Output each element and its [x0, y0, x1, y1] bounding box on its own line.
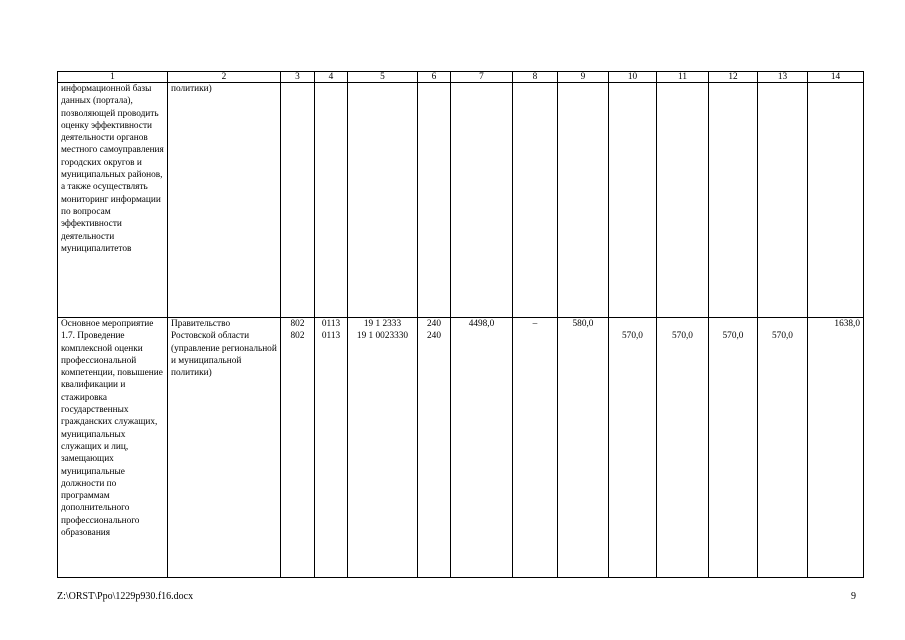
program-table: [57, 71, 864, 578]
row1-responsible: политики): [168, 83, 281, 318]
row2-ministry-code: 802 802: [281, 318, 315, 578]
empty-cell: [657, 83, 709, 318]
header-cell: 6: [418, 72, 451, 83]
empty-cell: [281, 83, 315, 318]
empty-cell: [808, 83, 864, 318]
header-cell: 3: [281, 72, 315, 83]
header-cell: 9: [558, 72, 609, 83]
row2-value-col9: 580,0: [558, 318, 609, 578]
row2-value-col14: 1638,0: [808, 318, 864, 578]
empty-cell: [418, 83, 451, 318]
empty-cell: [758, 83, 808, 318]
header-cell: 10: [609, 72, 657, 83]
row2-value-col7: 4498,0: [451, 318, 513, 578]
row2-value-col8: –: [513, 318, 558, 578]
row2-value-col10: 570,0: [609, 318, 657, 578]
table-row: [58, 83, 864, 318]
header-cell: 14: [808, 72, 864, 83]
header-cell: 12: [709, 72, 758, 83]
header-cell: 7: [451, 72, 513, 83]
header-cell: 2: [168, 72, 281, 83]
row2-description: Основное мероприятие 1.7. Проведение комплексной оценки профессиональной компетенции, повышение квалификации и стажировка государственных гражданских служащих, муниципальных служащих и лиц, замещающих муниципальные должности по программам дополнительного профессионального образования: [58, 318, 168, 578]
empty-cell: [709, 83, 758, 318]
row2-value-col11: 570,0: [657, 318, 709, 578]
row2-value-col12: 570,0: [709, 318, 758, 578]
row2-section-code: 0113 0113: [315, 318, 348, 578]
row2-target-article: 19 1 2333 19 1 0023330: [348, 318, 418, 578]
row2-value-col13: 570,0: [758, 318, 808, 578]
empty-cell: [315, 83, 348, 318]
empty-cell: [609, 83, 657, 318]
row2-expense-type: 240 240: [418, 318, 451, 578]
header-cell: 5: [348, 72, 418, 83]
header-cell: 1: [58, 72, 168, 83]
header-cell: 13: [758, 72, 808, 83]
header-cell: 11: [657, 72, 709, 83]
empty-cell: [348, 83, 418, 318]
header-cell: 4: [315, 72, 348, 83]
footer-file-path: Z:\ORST\Ppo\1229p930.f16.docx: [57, 591, 194, 602]
empty-cell: [558, 83, 609, 318]
empty-cell: [451, 83, 513, 318]
empty-cell: [513, 83, 558, 318]
row1-description: информационной базы данных (портала), позволяющей проводить оценку эффективности деятельности органов местного самоуправления городских округов и муниципальных районов, а также осуществлять мониторинг информации по вопросам эффективности деятельности муниципалитетов: [58, 83, 168, 318]
footer-page-number: 9: [851, 591, 856, 602]
row2-responsible: Правительство Ростовской области (управление региональной и муниципальной политики): [168, 318, 281, 578]
header-cell: 8: [513, 72, 558, 83]
header-row: [58, 72, 864, 83]
table-row: [58, 318, 864, 578]
